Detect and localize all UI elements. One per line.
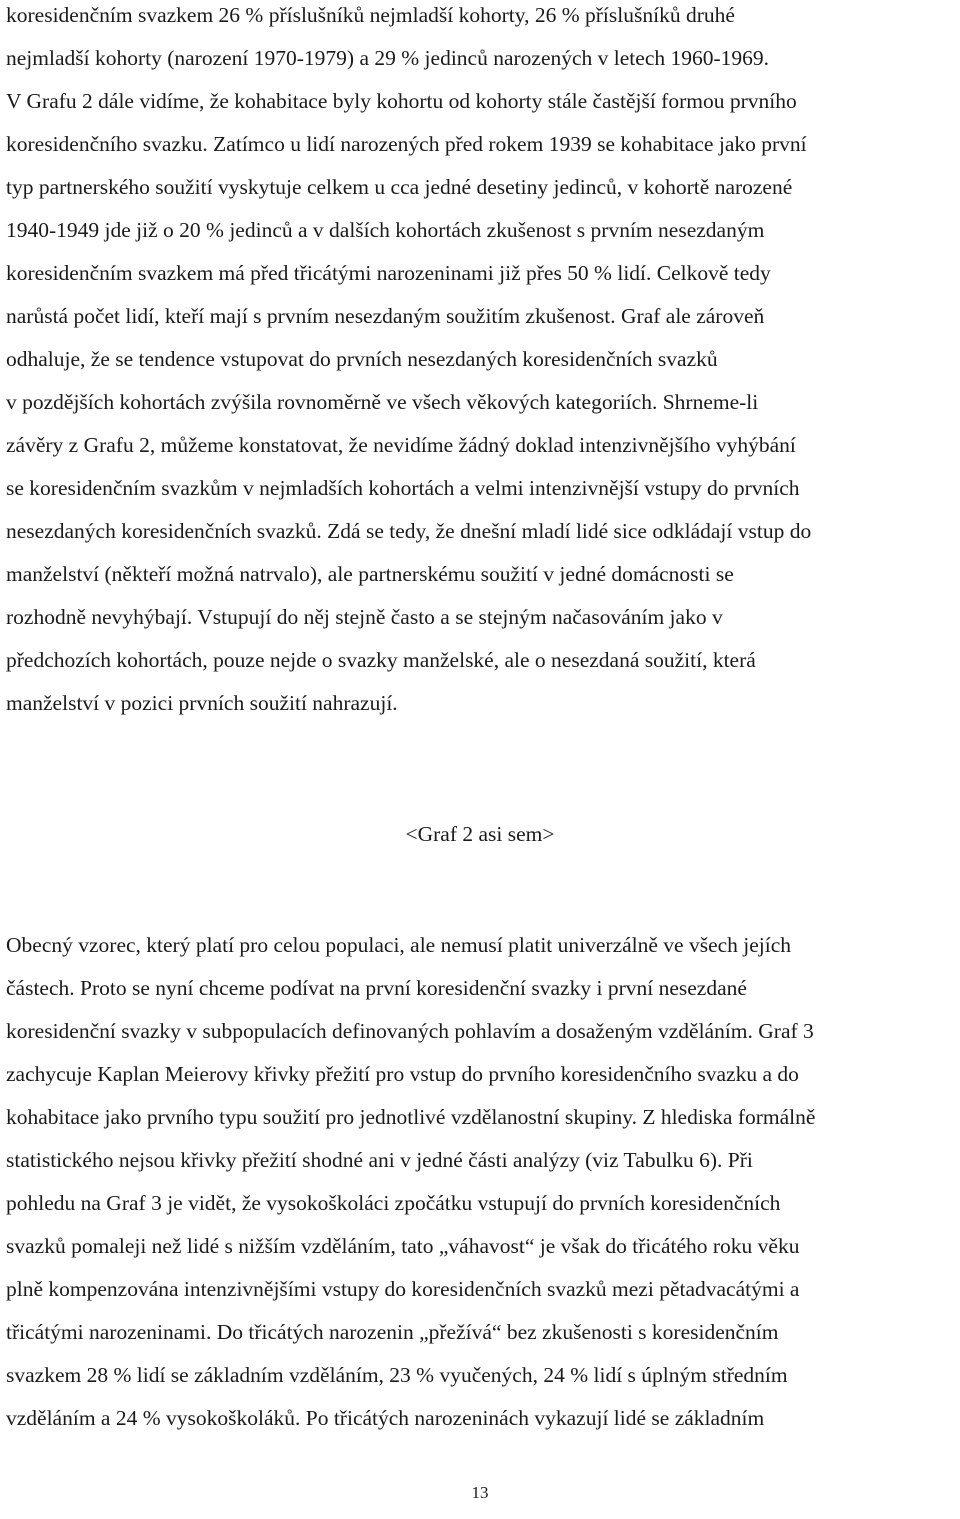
text-line: kohabitace jako prvního typu soužití pro jednotlivé vzdělanostní skupiny. Z hlediska formálně — [6, 1105, 816, 1129]
text-line: v pozdějších kohortách zvýšila rovnoměrně ve všech věkových kategoriích. Shrneme-li — [6, 390, 759, 414]
text-line: závěry z Grafu 2, můžeme konstatovat, že nevidíme žádný doklad intenzivnějšího vyhýbání — [6, 433, 796, 457]
text-line: se koresidenčním svazkům v nejmladších kohortách a velmi intenzivnější vstupy do prvních — [6, 476, 800, 500]
text-line: třicátými narozeninami. Do třicátých narozenin „přežívá“ bez zkušenosti s koresidenčním — [6, 1320, 779, 1344]
text-line: koresidenční svazky v subpopulacích definovaných pohlavím a dosaženým vzděláním. Graf 3 — [6, 1019, 814, 1043]
text-line: nesezdaných koresidenčních svazků. Zdá se tedy, že dnešní mladí lidé sice odkládají vstup do — [6, 519, 812, 543]
text-line: V Grafu 2 dále vidíme, že kohabitace byly kohortu od kohorty stále častější formou prvního — [6, 89, 797, 113]
text-line: nejmladší kohorty (narození 1970-1979) a 29 % jedinců narozených v letech 1960-1969. — [6, 46, 770, 70]
text-line: svazků pomaleji než lidé s nižším vzděláním, tato „váhavost“ je však do třicátého roku věku — [6, 1234, 800, 1258]
text-line: předchozích kohortách, pouze nejde o svazky manželské, ale o nesezdaná soužití, která — [6, 648, 756, 672]
text-line: plně kompenzována intenzivnějšími vstupy do koresidenčních svazků mezi pětadvacátými a — [6, 1277, 800, 1301]
text-line: zachycuje Kaplan Meierovy křivky přežití pro vstup do prvního koresidenčního svazku a do — [6, 1062, 799, 1086]
text-line: svazkem 28 % lidí se základním vzděláním, 23 % vyučených, 24 % lidí s úplným středním — [6, 1363, 788, 1387]
text-line: manželství v pozici prvních soužití nahrazují. — [6, 691, 398, 715]
text-line: částech. Proto se nyní chceme podívat na první koresidenční svazky i první nesezdané — [6, 976, 747, 1000]
text-line: odhaluje, že se tendence vstupovat do prvních nesezdaných koresidenčních svazků — [6, 347, 718, 371]
text-line: manželství (někteří možná natrvalo), ale partnerskému soužití v jedné domácnosti se — [6, 562, 734, 586]
text-line: Obecný vzorec, který platí pro celou populaci, ale nemusí platit univerzálně ve všech jejích — [6, 933, 792, 957]
text-line: rozhodně nevyhýbají. Vstupují do něj stejně často a se stejným načasováním jako v — [6, 605, 723, 629]
text-line: koresidenčním svazkem má před třicátými narozeninami již přes 50 % lidí. Celkově tedy — [6, 261, 771, 285]
figure-placeholder: <Graf 2 asi sem> — [405, 822, 555, 846]
text-line: pohledu na Graf 3 je vidět, že vysokoškoláci zpočátku vstupují do prvních koresidenčních — [6, 1191, 781, 1215]
text-line: 1940-1949 jde již o 20 % jedinců a v dalších kohortách zkušenost s prvním nesezdaným — [6, 218, 765, 242]
text-line: statistického nejsou křivky přežití shodné ani v jedné části analýzy (viz Tabulku 6). Při — [6, 1148, 753, 1172]
text-line: typ partnerského soužití vyskytuje celkem u cca jedné desetiny jedinců, v kohortě narozené — [6, 175, 793, 199]
text-line: koresidenčního svazku. Zatímco u lidí narozených před rokem 1939 se kohabitace jako první — [6, 132, 807, 156]
text-line: narůstá počet lidí, kteří mají s prvním nesezdaným soužitím zkušenost. Graf ale zároveň — [6, 304, 765, 328]
text-line: vzděláním a 24 % vysokoškoláků. Po třicátých narozeninách vykazují lidé se základním — [6, 1406, 765, 1430]
text-line: koresidenčním svazkem 26 % příslušníků nejmladší kohorty, 26 % příslušníků druhé — [6, 3, 735, 27]
page-number: 13 — [471, 1483, 489, 1502]
